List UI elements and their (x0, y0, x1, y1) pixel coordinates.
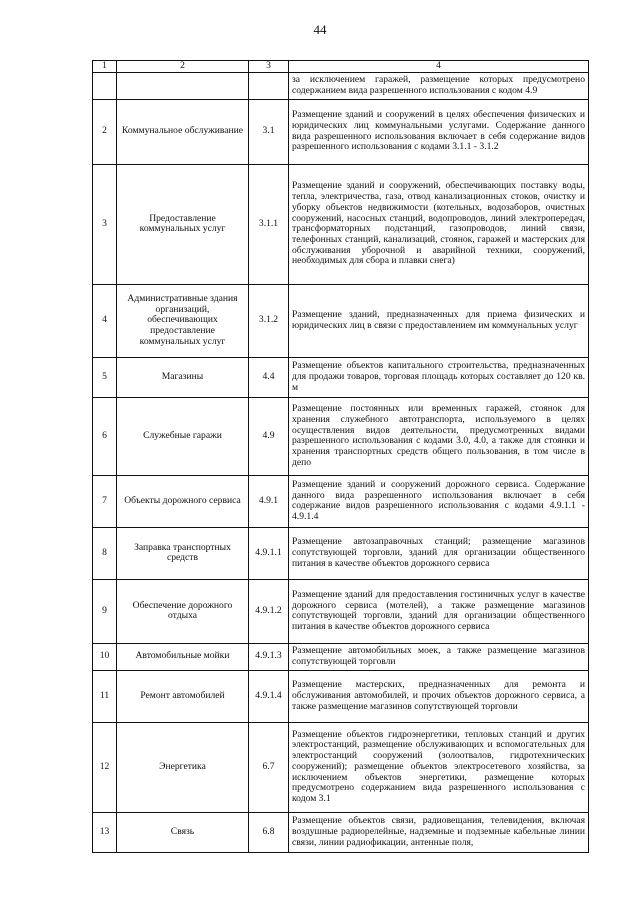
row-number: 8 (93, 527, 117, 579)
column-header-2: 2 (117, 61, 249, 73)
use-type-name: Административные здания организаций, обеспечивающих предоставление коммунальных услуг (117, 284, 249, 357)
table-row (93, 722, 589, 812)
use-type-description: Размещение зданий и сооружений в целях обеспечения физических и юридических лиц коммунальными услугами. Содержание данного вида разрешенного использования включает в себя содержание видов разрешенного использования с кодами 3.1.1 - 3.1.2 (289, 99, 589, 164)
use-type-code: 4.9.1.4 (249, 670, 289, 722)
use-type-description: Размещение мастерских, предназначенных для ремонта и обслуживания автомобилей, и прочих объектов дорожного сервиса, а также размещение магазинов сопутствующей торговли (289, 670, 589, 722)
use-type-name: Магазины (117, 357, 249, 397)
table-row (93, 397, 589, 475)
row-number: 3 (93, 164, 117, 284)
row-number: 10 (93, 643, 117, 670)
use-type-name: Связь (117, 812, 249, 852)
use-type-name: Служебные гаражи (117, 397, 249, 475)
use-type-code: 4.9.1.1 (249, 527, 289, 579)
page-number: 44 (313, 22, 327, 37)
row-number: 6 (93, 397, 117, 475)
use-type-name: Предоставление коммунальных услуг (117, 164, 249, 284)
row-number: 9 (93, 579, 117, 643)
column-header-1: 1 (93, 61, 117, 73)
use-type-code: 3.1.2 (249, 284, 289, 357)
row-number: 13 (93, 812, 117, 852)
use-type-description: Размещение автозаправочных станций; размещение магазинов сопутствующей торговли, зданий для организации общественного питания в качестве объектов дорожного сервиса (289, 527, 589, 579)
table-row (93, 284, 589, 357)
use-type-name (117, 72, 249, 99)
table-header-row (93, 61, 589, 73)
use-type-description: Размещение зданий для предоставления гостиничных услуг в качестве дорожного сервиса (мотелей), а также размещение магазинов сопутствующей торговли, зданий для организации общественного питания в качестве объектов дорожного сервиса (289, 579, 589, 643)
row-number: 4 (93, 284, 117, 357)
table-row (93, 475, 589, 527)
use-type-code: 4.9.1 (249, 475, 289, 527)
row-number: 2 (93, 99, 117, 164)
use-type-name: Заправка транспортных средств (117, 527, 249, 579)
row-number: 11 (93, 670, 117, 722)
use-type-name: Ремонт автомобилей (117, 670, 249, 722)
use-type-code: 4.9.1.2 (249, 579, 289, 643)
use-type-name: Объекты дорожного сервиса (117, 475, 249, 527)
use-type-code (249, 72, 289, 99)
row-number: 12 (93, 722, 117, 812)
use-type-code: 3.1.1 (249, 164, 289, 284)
use-type-code: 6.7 (249, 722, 289, 812)
use-type-description: Размещение зданий, предназначенных для приема физических и юридических лиц в связи с предоставлением им коммунальных услуг (289, 284, 589, 357)
table-row (93, 579, 589, 643)
use-type-name: Коммунальное обслуживание (117, 99, 249, 164)
row-number: 5 (93, 357, 117, 397)
table-row (93, 812, 589, 852)
use-type-code: 3.1 (249, 99, 289, 164)
use-type-code: 6.8 (249, 812, 289, 852)
use-type-name: Энергетика (117, 722, 249, 812)
use-type-description: за исключением гаражей, размещение которых предусмотрено содержанием вида разрешенного использования с кодом 4.9 (289, 72, 589, 99)
table-row (93, 357, 589, 397)
use-type-description: Размещение объектов связи, радиовещания, телевидения, включая воздушные радиорелейные, надземные и подземные кабельные линии связи, линии радиофикации, антенные поля, (289, 812, 589, 852)
row-number: 7 (93, 475, 117, 527)
use-type-description: Размещение зданий и сооружений, обеспечивающих поставку воды, тепла, электричества, газа, отвод канализационных стоков, очистку и уборку объектов недвижимости (котельных, водозаборов, очистных сооружений, насосных станций, водопроводов, линий электропередач, трансформаторных подстанций, газопроводов, линий связи, телефонных станций, канализаций, стоянок, гаражей и мастерских для обслуживания уборочной и аварийной техники, сооружений, необходимых для сбора и плавки снега) (289, 164, 589, 284)
use-type-code: 4.9 (249, 397, 289, 475)
table-row (93, 164, 589, 284)
use-type-code: 4.4 (249, 357, 289, 397)
column-header-4: 4 (289, 61, 589, 73)
use-type-description: Размещение объектов гидроэнергетики, тепловых станций и других электростанций, размещение обслуживающих и вспомогательных для электростанций сооружений (золоотвалов, гидротехнических сооружений); размещение объектов электросетевого хозяйства, за исключением объектов энергетики, размещение которых предусмотрено содержанием вида разрешенного использования с кодом 3.1 (289, 722, 589, 812)
use-type-name: Обеспечение дорожного отдыха (117, 579, 249, 643)
table-row (93, 99, 589, 164)
use-type-code: 4.9.1.3 (249, 643, 289, 670)
use-type-name: Автомобильные мойки (117, 643, 249, 670)
use-type-description: Размещение объектов капитального строительства, предназначенных для продажи товаров, торговая площадь которых составляет до 120 кв. м (289, 357, 589, 397)
use-type-description: Размещение автомобильных моек, а также размещение магазинов сопутствующей торговли (289, 643, 589, 670)
column-header-3: 3 (249, 61, 289, 73)
use-type-description: Размещение зданий и сооружений дорожного сервиса. Содержание данного вида разрешенного использования включает в себя содержание видов разрешенного использования с кодами 4.9.1.1 - 4.9.1.4 (289, 475, 589, 527)
table-row (93, 527, 589, 579)
table-row (93, 643, 589, 670)
table-row (93, 72, 589, 99)
land-use-table (92, 60, 589, 853)
table-row (93, 670, 589, 722)
row-number (93, 72, 117, 99)
use-type-description: Размещение постоянных или временных гаражей, стоянок для хранения служебного автотранспорта, используемого в целях осуществления видов деятельности, предусмотренных видами разрешенного использования с кодами 3.0, 4.0, а также для стоянки и хранения транспортных средств общего пользования, в том числе в депо (289, 397, 589, 475)
